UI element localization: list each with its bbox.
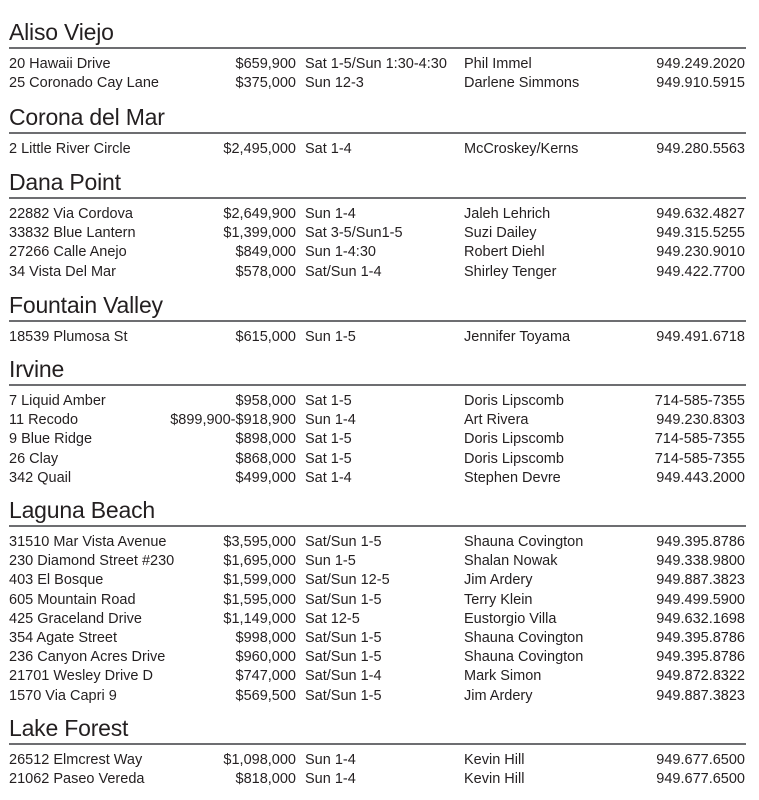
listing-address: 425 Graceland Drive — [9, 610, 142, 627]
agent-phone: 949.338.9800 — [656, 553, 745, 570]
listing-list — [0, 55, 759, 93]
listing-price: $868,000 — [235, 450, 296, 467]
listing-row — [0, 667, 759, 686]
listing-address: 21701 Wesley Drive D — [9, 668, 153, 685]
listing-price: $1,149,000 — [223, 610, 296, 627]
listing-address: 9 Blue Ridge — [9, 431, 93, 448]
agent-phone: 949.422.7700 — [656, 263, 745, 280]
agent-phone: 949.230.8303 — [656, 412, 745, 429]
listing-row — [0, 392, 759, 411]
listing-address: 354 Agate Street — [9, 629, 118, 646]
open-house-time: Sat/Sun 1-5 — [305, 687, 382, 704]
open-house-time: Sat 1-5 — [305, 393, 352, 409]
agent-name: Terry Klein — [464, 591, 533, 608]
listing-price: $1,595,000 — [223, 591, 296, 608]
listing-list — [0, 140, 759, 159]
agent-phone: 949.632.4827 — [656, 206, 745, 222]
agent-name: Stephen Devre — [464, 469, 561, 486]
listing-row — [0, 770, 759, 789]
agent-phone: 714-585-7355 — [654, 431, 745, 448]
listing-price: $958,000 — [235, 393, 296, 409]
listing-price: $898,000 — [235, 431, 296, 448]
listing-row — [0, 552, 759, 571]
open-house-time: Sun 1-5 — [305, 329, 356, 345]
listing-price: $818,000 — [235, 771, 296, 788]
listing-price: $1,098,000 — [223, 752, 296, 768]
agent-phone: 949.230.9010 — [656, 244, 745, 261]
listing-row — [0, 591, 759, 610]
agent-name: Art Rivera — [464, 412, 529, 429]
listing-address: 236 Canyon Acres Drive — [9, 649, 166, 666]
listing-row — [0, 328, 759, 347]
listing-row — [0, 533, 759, 552]
section-divider — [9, 197, 746, 199]
listing-price: $499,000 — [235, 469, 296, 486]
agent-name: Eustorgio Villa — [464, 610, 557, 627]
agent-name: Darlene Simmons — [464, 75, 580, 92]
listing-address: 26 Clay — [9, 450, 59, 467]
city-heading: Fountain Valley — [9, 292, 163, 318]
open-house-time: Sat/Sun 1-5 — [305, 534, 382, 550]
listing-price: $2,495,000 — [223, 141, 296, 157]
listing-address: 18539 Plumosa St — [9, 329, 128, 345]
listing-list — [0, 392, 759, 488]
agent-name: Phil Immel — [464, 56, 532, 72]
listing-row — [0, 140, 759, 159]
agent-name: Robert Diehl — [464, 244, 545, 261]
listing-row — [0, 55, 759, 74]
listing-price: $899,900-$918,900 — [170, 412, 296, 429]
city-heading: Dana Point — [9, 169, 121, 195]
agent-phone: 949.395.8786 — [656, 649, 745, 666]
open-house-time: Sat/Sun 1-4 — [305, 263, 382, 280]
listing-row — [0, 751, 759, 770]
agent-name: Shalan Nowak — [464, 553, 558, 570]
listing-row — [0, 687, 759, 706]
city-heading: Aliso Viejo — [9, 19, 114, 45]
listing-address: 11 Recodo — [9, 412, 79, 429]
listing-address: 403 El Bosque — [9, 572, 104, 589]
agent-name: Shirley Tenger — [464, 263, 557, 280]
open-house-time: Sat 1-5 — [305, 431, 352, 448]
section-divider — [9, 384, 746, 386]
agent-phone: 714-585-7355 — [654, 450, 745, 467]
listing-address: 605 Mountain Road — [9, 591, 136, 608]
agent-phone: 949.677.6500 — [656, 771, 745, 788]
agent-name: McCroskey/Kerns — [464, 141, 579, 157]
city-heading: Corona del Mar — [9, 104, 165, 130]
listing-address: 27266 Calle Anejo — [9, 244, 127, 261]
city-heading: Irvine — [9, 356, 65, 382]
open-house-time: Sat/Sun 12-5 — [305, 572, 390, 589]
listing-address: 342 Quail — [9, 469, 72, 486]
agent-phone: 949.395.8786 — [656, 534, 745, 550]
section-divider — [9, 132, 746, 134]
listing-price: $998,000 — [235, 629, 296, 646]
agent-name: Jim Ardery — [464, 572, 533, 589]
agent-phone: 949.280.5563 — [656, 141, 745, 157]
agent-phone: 949.395.8786 — [656, 629, 745, 646]
section-divider — [9, 743, 746, 745]
open-house-time: Sat 1-4 — [305, 469, 352, 486]
agent-phone: 949.887.3823 — [656, 572, 745, 589]
open-house-time: Sat 1-5 — [305, 450, 352, 467]
section-divider — [9, 47, 746, 49]
open-house-time: Sun 1-4 — [305, 412, 356, 429]
agent-phone: 949.249.2020 — [656, 56, 745, 72]
open-house-time: Sat 1-4 — [305, 141, 352, 157]
listing-address: 2 Little River Circle — [9, 141, 131, 157]
listing-address: 33832 Blue Lantern — [9, 225, 136, 242]
open-house-time: Sat/Sun 1-4 — [305, 668, 382, 685]
agent-name: Kevin Hill — [464, 752, 525, 768]
open-house-time: Sun 1-4:30 — [305, 244, 376, 261]
agent-name: Jennifer Toyama — [464, 329, 571, 345]
open-house-time: Sat/Sun 1-5 — [305, 629, 382, 646]
listing-price: $1,695,000 — [223, 553, 296, 570]
listing-row — [0, 469, 759, 488]
listing-list — [0, 751, 759, 789]
listing-row — [0, 243, 759, 262]
listing-price: $849,000 — [235, 244, 296, 261]
agent-phone: 949.499.5900 — [656, 591, 745, 608]
open-house-time: Sat/Sun 1-5 — [305, 649, 382, 666]
agent-name: Shauna Covington — [464, 649, 584, 666]
agent-name: Jim Ardery — [464, 687, 533, 704]
open-house-time: Sun 1-4 — [305, 206, 356, 222]
agent-phone: 949.910.5915 — [656, 75, 745, 92]
agent-name: Doris Lipscomb — [464, 431, 564, 448]
listing-address: 34 Vista Del Mar — [9, 263, 116, 280]
agent-phone: 949.677.6500 — [656, 752, 745, 768]
open-house-time: Sat/Sun 1-5 — [305, 591, 382, 608]
agent-phone: 949.887.3823 — [656, 687, 745, 704]
listing-price: $659,900 — [235, 56, 296, 72]
listing-address: 20 Hawaii Drive — [9, 56, 111, 72]
listing-row — [0, 430, 759, 449]
open-house-time: Sat 1-5/Sun 1:30-4:30 — [305, 56, 447, 72]
listing-row — [0, 450, 759, 469]
listing-list — [0, 205, 759, 282]
listing-row — [0, 571, 759, 590]
agent-name: Doris Lipscomb — [464, 450, 564, 467]
listing-price: $1,599,000 — [223, 572, 296, 589]
open-house-time: Sun 12-3 — [305, 75, 364, 92]
listing-row — [0, 224, 759, 243]
agent-phone: 949.315.5255 — [656, 225, 745, 242]
listing-address: 7 Liquid Amber — [9, 393, 106, 409]
listing-row — [0, 629, 759, 648]
listing-row — [0, 263, 759, 282]
agent-name: Mark Simon — [464, 668, 542, 685]
listing-list — [0, 533, 759, 706]
listing-address: 25 Coronado Cay Lane — [9, 75, 159, 92]
agent-phone: 949.443.2000 — [656, 469, 745, 486]
listing-address: 22882 Via Cordova — [9, 206, 133, 222]
listing-price: $375,000 — [235, 75, 296, 92]
agent-phone: 949.872.8322 — [656, 668, 745, 685]
listing-address: 31510 Mar Vista Avenue — [9, 534, 167, 550]
open-house-time: Sat 12-5 — [305, 610, 360, 627]
listing-row — [0, 411, 759, 430]
open-house-time: Sun 1-4 — [305, 752, 356, 768]
open-house-time: Sun 1-4 — [305, 771, 356, 788]
city-heading: Lake Forest — [9, 715, 129, 741]
section-divider — [9, 320, 746, 322]
listing-address: 1570 Via Capri 9 — [9, 687, 117, 704]
listing-price: $3,595,000 — [223, 534, 296, 550]
open-house-time: Sat 3-5/Sun1-5 — [305, 225, 403, 242]
agent-name: Shauna Covington — [464, 629, 584, 646]
agent-name: Doris Lipscomb — [464, 393, 564, 409]
listing-address: 21062 Paseo Vereda — [9, 771, 145, 788]
agent-phone: 714-585-7355 — [654, 393, 745, 409]
listing-price: $578,000 — [235, 263, 296, 280]
listing-row — [0, 648, 759, 667]
agent-phone: 949.632.1698 — [656, 610, 745, 627]
listing-price: $1,399,000 — [223, 225, 296, 242]
listing-address: 26512 Elmcrest Way — [9, 752, 143, 768]
listing-price: $569,500 — [235, 687, 296, 704]
section-divider — [9, 525, 746, 527]
listing-price: $615,000 — [235, 329, 296, 345]
agent-phone: 949.491.6718 — [656, 329, 745, 345]
agent-name: Suzi Dailey — [464, 225, 537, 242]
listing-row — [0, 205, 759, 224]
open-house-time: Sun 1-5 — [305, 553, 356, 570]
listing-row — [0, 74, 759, 93]
agent-name: Jaleh Lehrich — [464, 206, 551, 222]
listing-price: $960,000 — [235, 649, 296, 666]
listing-list — [0, 328, 759, 347]
agent-name: Kevin Hill — [464, 771, 525, 788]
agent-name: Shauna Covington — [464, 534, 584, 550]
listing-address: 230 Diamond Street #230 — [9, 553, 175, 570]
city-heading: Laguna Beach — [9, 497, 155, 523]
listing-price: $747,000 — [235, 668, 296, 685]
listing-row — [0, 610, 759, 629]
listing-price: $2,649,900 — [223, 206, 296, 222]
